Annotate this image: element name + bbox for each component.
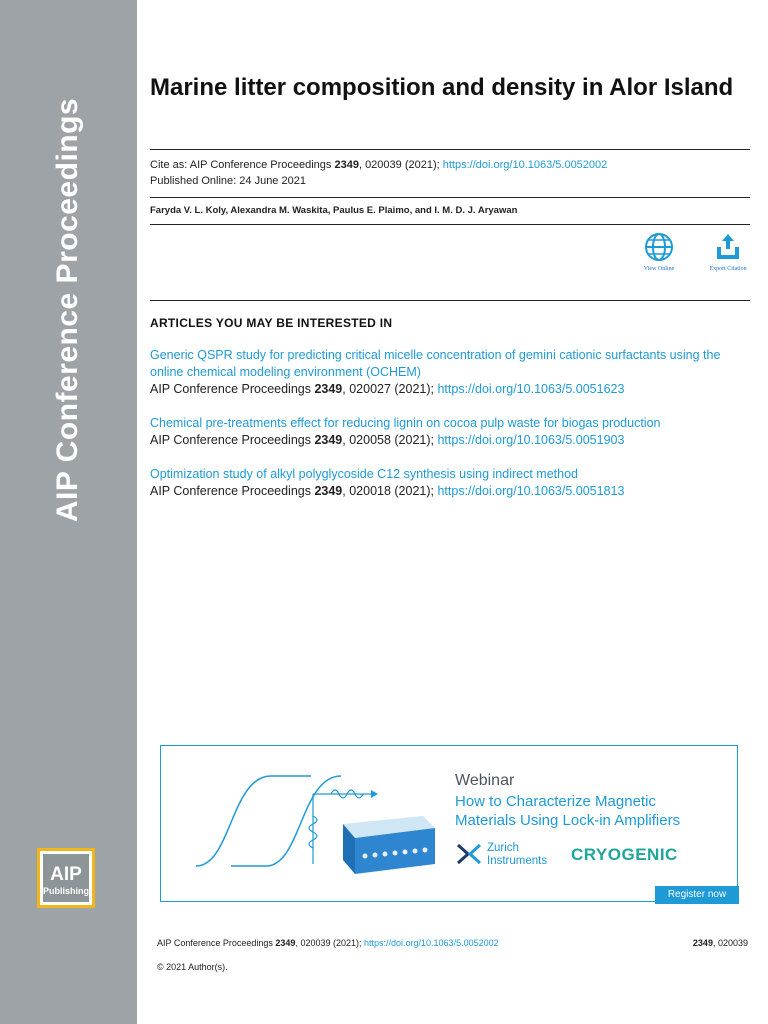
journal-title-vertical: AIP Conference Proceedings xyxy=(51,97,84,523)
divider xyxy=(150,149,750,150)
logo-text-aip: AIP xyxy=(50,864,82,885)
cryogenic-logo: CRYOGENIC xyxy=(571,845,678,864)
ad-webinar-label: Webinar xyxy=(455,772,515,789)
published-date: Published Online: 24 June 2021 xyxy=(150,175,306,187)
register-now-button[interactable]: Register now xyxy=(655,886,739,904)
related-article xyxy=(150,466,755,500)
aip-publishing-logo[interactable] xyxy=(37,848,95,908)
footer-citation: AIP Conference Proceedings 2349, 020039 (2021); https://doi.org/10.1063/5.0052002 xyxy=(157,938,499,948)
doi-link[interactable]: https://doi.org/10.1063/5.0052002 xyxy=(364,938,499,948)
divider xyxy=(150,300,750,301)
doi-link[interactable]: https://doi.org/10.1063/5.0051903 xyxy=(437,433,625,447)
copyright-notice: © 2021 Author(s). xyxy=(157,962,228,972)
divider xyxy=(150,224,750,225)
webinar-advertisement[interactable] xyxy=(160,745,738,902)
globe-icon xyxy=(644,232,674,262)
related-article-title[interactable]: Generic QSPR study for predicting critical micelle concentration of gemini cationic surfactants using the online chemical modeling environment (OCHEM) xyxy=(150,348,721,379)
footer-page-ref: 2349, 020039 xyxy=(692,938,748,948)
related-articles-heading: ARTICLES YOU MAY BE INTERESTED IN xyxy=(150,316,393,330)
lockin-amplifier-illustration xyxy=(161,746,451,901)
zurich-instruments-text: Zurich Instruments xyxy=(487,842,548,867)
author-list: Faryda V. L. Koly, Alexandra M. Waskita, Paulus E. Plaimo, and I. M. D. J. Aryawan xyxy=(150,205,518,216)
related-article xyxy=(150,415,755,449)
related-article-cite: AIP Conference Proceedings 2349, 020027 (2021); https://doi.org/10.1063/5.0051623 xyxy=(150,382,625,396)
doi-link[interactable]: https://doi.org/10.1063/5.0051623 xyxy=(437,382,625,396)
doi-link[interactable]: https://doi.org/10.1063/5.0051813 xyxy=(437,484,625,498)
cite-as-line: Cite as: AIP Conference Proceedings 2349, 020039 (2021); https://doi.org/10.1063/5.0052002 xyxy=(150,159,608,171)
view-online-button[interactable] xyxy=(629,232,689,272)
related-article-cite: AIP Conference Proceedings 2349, 020018 (2021); https://doi.org/10.1063/5.0051813 xyxy=(150,484,625,498)
divider xyxy=(150,197,750,198)
related-article-cite: AIP Conference Proceedings 2349, 020058 (2021); https://doi.org/10.1063/5.0051903 xyxy=(150,433,625,447)
export-icon xyxy=(713,232,743,262)
related-article-title[interactable]: Chemical pre-treatments effect for reducing lignin on cocoa pulp waste for biogas production xyxy=(150,416,661,430)
ad-headline: How to Characterize Magnetic Materials Using Lock-in Amplifiers xyxy=(455,793,681,829)
related-article xyxy=(150,347,755,398)
sidebar xyxy=(0,0,137,1024)
view-online-label: View Online xyxy=(643,266,675,272)
related-article-title[interactable]: Optimization study of alkyl polyglycoside C12 synthesis using indirect method xyxy=(150,467,578,481)
zurich-instruments-logo-icon xyxy=(456,841,482,867)
article-title: Marine litter composition and density in Alor Island xyxy=(150,74,734,101)
export-citation-label: Export Citation xyxy=(709,266,747,272)
logo-text-publishing: Publishing xyxy=(43,886,89,896)
doi-link[interactable]: https://doi.org/10.1063/5.0052002 xyxy=(442,159,608,171)
export-citation-button[interactable] xyxy=(698,232,758,272)
